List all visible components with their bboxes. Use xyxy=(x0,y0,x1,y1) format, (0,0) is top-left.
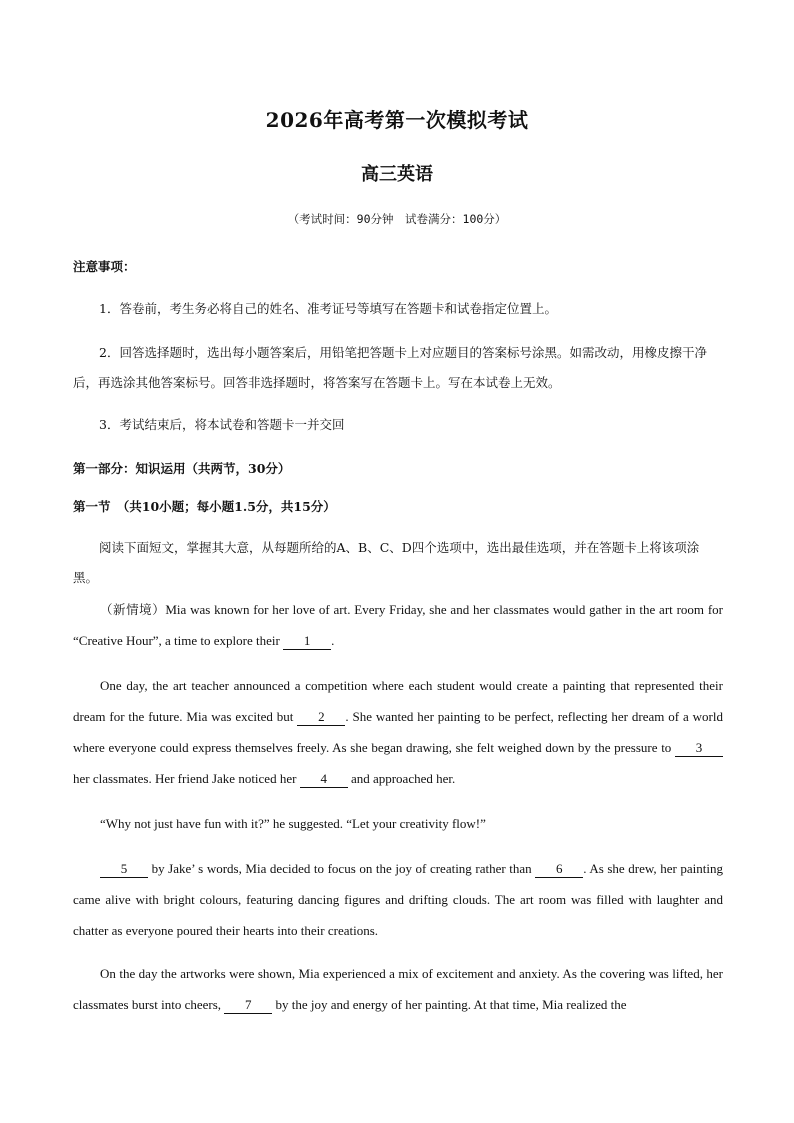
exam-title: 2026年高考第一次模拟考试 xyxy=(265,108,529,132)
blank-6: 6 xyxy=(535,861,583,878)
notice-item-3: 3．考试结束后，将本试卷和答题卡一并交回 xyxy=(99,417,345,432)
passage-paragraph-3: “Why not just have fun with it?” he suggested. “Let your creativity flow!” xyxy=(100,816,486,831)
new-context-tag: （新情境） xyxy=(100,602,166,617)
exam-info: （考试时间：90分钟 试卷满分：100分） xyxy=(287,212,507,226)
passage-paragraph-2: One day, the art teacher announced a competition where each student would create a painting that represented their dream for the future. Mia was excited but 2 . She wanted her painting to be perfect, reflecting her dream of a world where everyone could express themselves freely. As she began drawing, she felt weighed down by the pressure to 3 her classmates. Her friend Jake noticed her 4 and approached her. xyxy=(73,678,723,786)
blank-3: 3 xyxy=(675,740,723,757)
blank-2: 2 xyxy=(297,709,345,726)
section1-heading: 第一节 （共10小题；每小题1.5分，共15分） xyxy=(73,499,336,514)
notice-heading: 注意事项： xyxy=(73,259,136,274)
notice-item-2: 2．回答选择题时，选出每小题答案后，用铅笔把答题卡上对应题目的答案标号涂黑。如需改动，用橡皮擦干净后，再选涂其他答案标号。回答非选择题时，将答案写在答题卡上。写在本试卷上无效。 xyxy=(73,345,707,390)
blank-1: 1 xyxy=(283,633,331,650)
part1-heading: 第一部分：知识运用（共两节，30分） xyxy=(73,461,291,476)
blank-7: 7 xyxy=(224,997,272,1014)
exam-subject: 高三英语 xyxy=(361,164,433,185)
blank-4: 4 xyxy=(300,771,348,788)
instructions: 阅读下面短文，掌握其大意，从每题所给的A、B、C、D四个选项中，选出最佳选项，并在答题卡上将该项涂黑。 xyxy=(73,540,700,585)
passage-paragraph-1: （新情境）Mia was known for her love of art. Every Friday, she and her classmates would gather in the art room for “Creative Hour”, a time to explore their 1 . xyxy=(73,602,723,648)
notice-item-1: 1．答卷前，考生务必将自己的姓名、准考证号等填写在答题卡和试卷指定位置上。 xyxy=(99,301,557,316)
blank-5: 5 xyxy=(100,861,148,878)
passage-paragraph-4: 5 by Jake’ s words, Mia decided to focus on the joy of creating rather than 6 . As she drew, her painting came alive with bright colours, featuring dancing figures and drifting clouds. The art room was filled with laughter and chatter as everyone poured their hearts into their creations. xyxy=(73,861,724,938)
passage-paragraph-5: On the day the artworks were shown, Mia experienced a mix of excitement and anxiety. As the covering was lifted, her classmates burst into cheers, 7 by the joy and energy of her painting. At that time, Mia realized the xyxy=(73,966,723,1012)
